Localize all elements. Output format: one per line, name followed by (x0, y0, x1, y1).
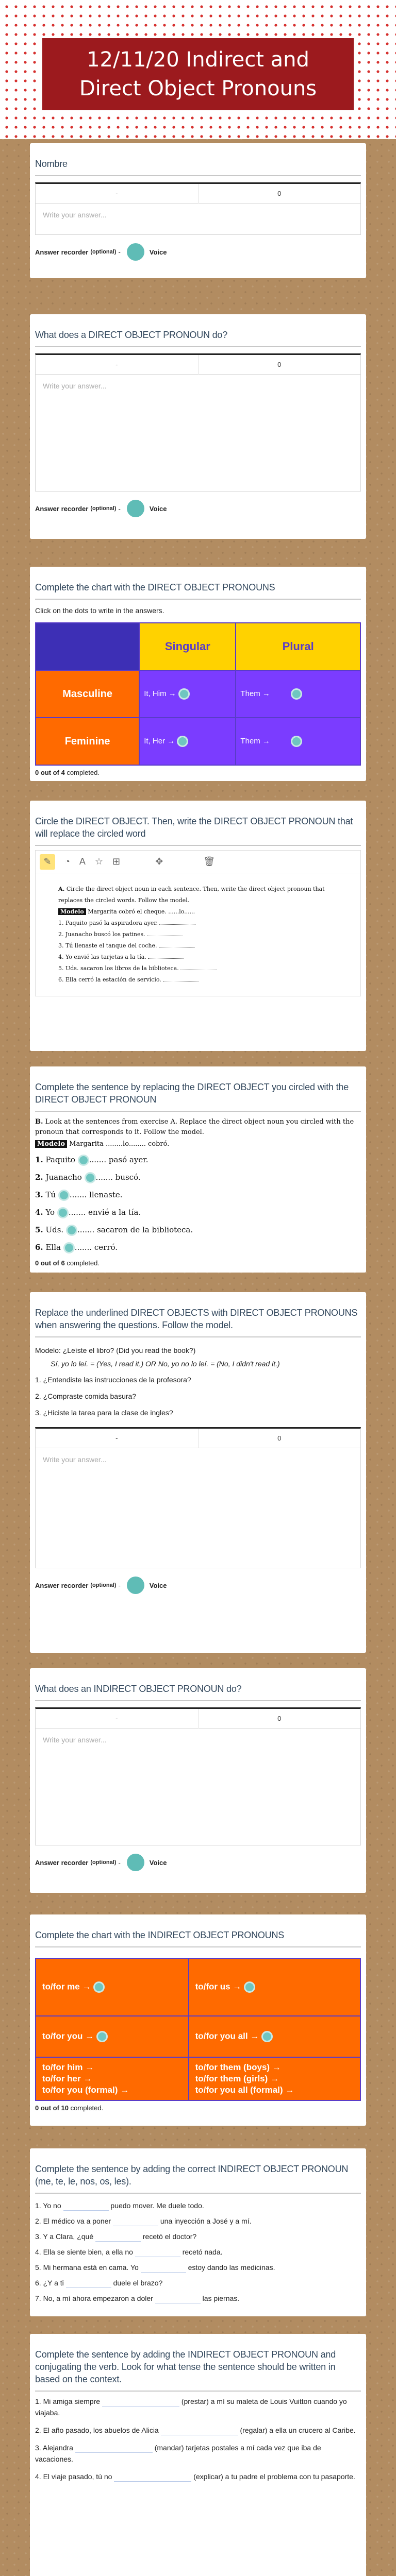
adding-item (35, 2213, 361, 2229)
replace-item: 1. Paquito ....... pasó ayer. (35, 1151, 361, 1168)
item-post: recetó nada. (182, 2248, 223, 2256)
prompt-circle: Circle the DIRECT OBJECT. Then, write the DIRECT OBJECT PRONOUN that will replace the circled word (35, 816, 353, 839)
answer-editor[interactable] (35, 1707, 361, 1845)
completed-word: completed. (70, 2104, 104, 2112)
section-nombre (30, 143, 366, 278)
answer-blank[interactable] (63, 2201, 109, 2211)
item-text: 1. Paquito pasó la aspiradora ayer. (58, 920, 158, 926)
cell-label: to/for you all → (195, 2031, 259, 2041)
recorder-dash: - (118, 504, 121, 513)
item-number: 4. (35, 1208, 43, 1217)
answer-dot[interactable] (261, 2031, 273, 2042)
answer-dot[interactable] (78, 1155, 89, 1166)
prompt-nombre: Nombre (35, 159, 68, 169)
drawing-toolbar (36, 851, 360, 873)
recorder-optional: (optional) (90, 505, 117, 512)
answer-dot[interactable] (291, 736, 302, 747)
answer-blank[interactable] (75, 2444, 153, 2453)
answer-input[interactable]: Write your answer... (43, 382, 107, 390)
color-icon[interactable]: ◔ (64, 856, 70, 867)
worksheet-content (36, 873, 360, 996)
item-pre: Yo (45, 1208, 55, 1217)
answer-recorder (30, 492, 366, 520)
answer-editor[interactable] (35, 1427, 361, 1568)
recorder-dash: - (118, 1858, 121, 1867)
editor-right[interactable]: 0 (277, 361, 282, 368)
editor-right[interactable]: 0 (277, 1434, 282, 1442)
section-underlined (30, 1292, 366, 1653)
voice-toggle[interactable] (127, 1577, 144, 1594)
conjugating-item (35, 2425, 361, 2436)
cell-to-them (189, 2057, 360, 2100)
replace-item: 3. Tú ....... llenaste. (35, 1186, 361, 1204)
item-post: llenaste. (89, 1190, 123, 1199)
voice-toggle[interactable] (127, 1854, 144, 1871)
modelo-text: Margarita ........lo........ cobró. (69, 1140, 170, 1148)
item-post: las piernas. (202, 2294, 240, 2302)
text-icon[interactable]: A (79, 856, 86, 867)
item-pre: 5. Mi hermana está en cama. Yo (35, 2263, 139, 2272)
worksheet-item (58, 974, 340, 986)
answer-blank[interactable] (161, 2426, 238, 2435)
recorder-label: Answer recorder (35, 504, 89, 513)
completed-word: completed. (67, 769, 100, 776)
recorder-optional: (optional) (90, 1859, 117, 1866)
editor-left[interactable]: - (116, 1434, 118, 1442)
item-pre: Tú (45, 1190, 56, 1199)
replace-heading (30, 1112, 366, 1138)
cell-to-you (36, 2016, 189, 2057)
voice-label: Voice (149, 248, 167, 256)
heading-letter: B. (35, 1118, 43, 1126)
item-pre: 2. El médico va a poner (35, 2217, 111, 2225)
pen-icon[interactable]: ✎ (40, 854, 55, 870)
item-text: 4. Yo envié las tarjetas a la tía. (58, 954, 146, 960)
adding-item (35, 2275, 361, 2291)
recorder-label: Answer recorder (35, 1858, 89, 1867)
answer-blank[interactable] (135, 2248, 180, 2257)
answer-dot[interactable] (58, 1190, 70, 1201)
item-post: duele el brazo? (113, 2279, 163, 2287)
cell-label: to/for you → (42, 2031, 94, 2041)
cell-fem-plural (236, 718, 360, 765)
section-replace (30, 1066, 366, 1273)
cell-label: to/for us → (195, 1981, 242, 1992)
editor-left[interactable]: - (116, 1715, 118, 1722)
editor-toolbar (36, 1429, 360, 1448)
answer-editor[interactable] (35, 353, 361, 492)
cell-masc-singular (139, 670, 236, 718)
cell-label: Them → (240, 689, 270, 698)
section-direct-chart (30, 567, 366, 781)
item-post: recetó el doctor? (142, 2232, 197, 2241)
item-pre: Ella (45, 1243, 61, 1252)
completion-status (30, 766, 366, 779)
answer-recorder (30, 1568, 366, 1597)
prompt-adding: Complete the sentence by adding the correct INDIRECT OBJECT PRONOUN (me, te, le, nos, os, les). (35, 2164, 349, 2187)
cell-to-him-her (36, 2057, 189, 2100)
cell-label: to/for them (boys) → to/for them (girls) → to/for you all (formal) → (195, 2062, 294, 2095)
item-number: 6. (35, 1243, 43, 1252)
item-pre: 1. Mi amiga siempre (35, 2397, 101, 2405)
conjugating-item (35, 2442, 361, 2465)
heading-text: Circle the direct object noun in each sentence. Then, write the direct object pronoun that replaces the circled words. Follow the model. (58, 886, 325, 904)
item-number: 2. (35, 1173, 43, 1182)
cell-masc-plural (236, 670, 360, 718)
modelo-text: Margarita cobró el cheque. ......lo...... (88, 908, 195, 915)
underlined-question: 1. ¿Entendiste las instrucciones de la profesora? (35, 1376, 191, 1384)
item-post: (prestar) a mí su maleta de Louis Vuitton cuando yo viajaba. (35, 2397, 347, 2417)
item-post: (regalar) a ella un crucero al Caribe. (240, 2426, 356, 2434)
prompt-chart1: Complete the chart with the DIRECT OBJECT PRONOUNS (35, 582, 275, 592)
answer-recorder (30, 235, 366, 264)
answer-dot[interactable] (57, 1207, 69, 1218)
answer-input[interactable]: Write your answer... (43, 1455, 107, 1464)
item-post: pasó ayer. (108, 1155, 148, 1164)
divider (35, 845, 361, 846)
item-pre: 2. El año pasado, los abuelos de Alicia (35, 2426, 159, 2434)
divider (35, 1700, 361, 1701)
section-indirect-chart (30, 1914, 366, 2126)
voice-label: Voice (149, 504, 167, 513)
completed-count: 0 out of 4 (35, 769, 65, 776)
divider (35, 1946, 361, 1947)
item-post: envié a la tía. (88, 1208, 141, 1217)
cell-to-you-all (189, 2016, 360, 2057)
cell-label: to/for me → (42, 1981, 91, 1992)
replace-model (30, 1138, 366, 1151)
adding-list (30, 2194, 366, 2306)
section-adding (30, 2148, 366, 2316)
item-pre: 7. No, a mí ahora empezaron a doler (35, 2294, 153, 2302)
answer-dot[interactable] (244, 1981, 255, 1993)
worksheet-item (58, 929, 340, 940)
section-indirect-question (30, 1668, 366, 1893)
item-number: 5. (35, 1225, 43, 1234)
cell-label: It, Her → (144, 736, 175, 745)
completed-word: completed. (67, 1259, 100, 1267)
indirect-pronoun-chart (35, 1958, 361, 2101)
answer-input[interactable]: Write your answer... (43, 1736, 107, 1744)
item-post: estoy dando las medicinas. (188, 2263, 275, 2272)
prompt-replace: Complete the sentence by replacing the DIRECT OBJECT you circled with the DIRECT OBJECT PRONOUN (35, 1082, 349, 1105)
cell-label: It, Him → (144, 689, 176, 698)
answer-dot[interactable] (96, 2031, 108, 2042)
editor-left[interactable]: - (116, 361, 118, 368)
answer-blank[interactable] (155, 2294, 201, 2303)
item-pre: 3. Alejandra (35, 2444, 73, 2452)
recorder-label: Answer recorder (35, 248, 89, 256)
item-number: 3. (35, 1190, 43, 1199)
conjugating-item (35, 2471, 361, 2482)
answer-dot[interactable] (93, 1981, 105, 1993)
direct-pronoun-chart (35, 622, 361, 766)
drawing-worksheet[interactable] (35, 850, 361, 996)
divider (35, 175, 361, 176)
answer-blank[interactable] (113, 2217, 158, 2226)
voice-label: Voice (149, 1581, 167, 1589)
answer-blank[interactable] (66, 2279, 111, 2288)
heading-text: Look at the sentences from exercise A. Replace the direct object noun you circled with the pronoun that corresponds to it. Follow the model. (35, 1118, 354, 1136)
editor-toolbar (36, 1709, 360, 1728)
recorder-optional: (optional) (90, 1582, 117, 1588)
divider (35, 346, 361, 347)
answer-dot[interactable] (178, 688, 190, 700)
item-post: (explicar) a tu padre el problema con tu pasaporte. (193, 2472, 355, 2481)
cell-to-us (189, 1958, 360, 2016)
item-post: cerró. (94, 1243, 118, 1252)
worksheet-model (58, 906, 340, 918)
cell-to-me (36, 1958, 189, 2016)
underlined-model-answer: Sí, yo lo leí. = (Yes, I read it.) OR No, yo no lo leí. = (No, I didn't read it.) (51, 1360, 280, 1368)
item-pre: 4. Ella se siente bien, a ella no (35, 2248, 133, 2256)
trash-icon[interactable]: 🗑 (203, 856, 216, 867)
item-post: una inyección a José y a mí. (160, 2217, 252, 2225)
modelo-label: Modelo (35, 1140, 67, 1148)
chart1-instruction: Click on the dots to write in the answers. (35, 606, 164, 615)
editor-right[interactable]: 0 (277, 190, 282, 197)
item-pre: 4. El viaje pasado, tú no (35, 2472, 112, 2481)
completed-count: 0 out of 10 (35, 2104, 69, 2112)
item-pre: 1. Yo no (35, 2201, 61, 2210)
worksheet-item (58, 952, 340, 963)
adding-item (35, 2244, 361, 2260)
cell-label: Them → (240, 736, 270, 745)
item-blank (159, 924, 195, 925)
editor-left[interactable]: - (116, 190, 118, 197)
image-icon[interactable]: ⊞ (112, 856, 121, 867)
section-direct-question (30, 314, 366, 539)
item-blank (148, 958, 184, 959)
voice-label: Voice (149, 1858, 167, 1867)
editor-toolbar (36, 184, 360, 204)
voice-toggle[interactable] (127, 500, 144, 517)
answer-blank[interactable] (141, 2263, 186, 2273)
replace-item: 5. Uds. ....... sacaron de la biblioteca. (35, 1221, 361, 1239)
editor-right[interactable]: 0 (277, 1715, 282, 1722)
worksheet-item (58, 918, 340, 929)
worksheet-item (58, 940, 340, 952)
item-post: sacaron de la biblioteca. (97, 1225, 193, 1234)
answer-recorder (30, 1845, 366, 1874)
replace-item: 6. Ella ....... cerró. (35, 1239, 361, 1256)
section-circle (30, 801, 366, 1051)
answer-dot[interactable] (85, 1172, 96, 1183)
page-title: 12/11/20 Indirect and Direct Object Pronouns (42, 38, 354, 110)
answer-dot[interactable] (291, 688, 302, 700)
editor-toolbar (36, 355, 360, 375)
move-icon[interactable]: ✥ (155, 856, 163, 867)
header-singular: Singular (139, 623, 236, 670)
item-text: 5. Uds. sacaron los libros de la biblioteca. (58, 965, 179, 972)
item-pre: Juanacho (45, 1173, 82, 1182)
recorder-optional: (optional) (90, 249, 117, 255)
replace-list (30, 1151, 366, 1256)
underlined-model: Modelo: ¿Leíste el libro? (Did you read the book?) (35, 1346, 196, 1354)
item-pre: Paquito (45, 1155, 75, 1164)
worksheet-heading (58, 884, 340, 906)
item-post: (mandar) tarjetas postales a mí cada vez que iba de vacaciones. (35, 2444, 321, 2463)
worksheet-item (58, 963, 340, 974)
header-plural: Plural (236, 623, 360, 670)
star-icon[interactable]: ☆ (94, 856, 104, 867)
answer-dot[interactable] (177, 736, 188, 747)
adding-item (35, 2260, 361, 2275)
recorder-label: Answer recorder (35, 1581, 89, 1589)
adding-item (35, 2198, 361, 2213)
item-number: 1. (35, 1155, 43, 1164)
recorder-dash: - (118, 248, 121, 256)
voice-toggle[interactable] (127, 243, 144, 261)
prompt-underlined: Replace the underlined DIRECT OBJECTS with DIRECT OBJECT PRONOUNS when answering the questions. Follow the model. (35, 1308, 358, 1330)
adding-item (35, 2291, 361, 2306)
prompt-conjugating: Complete the sentence by adding the INDIRECT OBJECT PRONOUN and conjugating the verb. Look for what tense the sentence should be written in based on the context. (35, 2349, 336, 2384)
prompt-direct: What does a DIRECT OBJECT PRONOUN do? (35, 330, 228, 340)
chart-corner (36, 623, 139, 670)
heading-letter: A. (58, 886, 65, 892)
completion-status (30, 1256, 366, 1270)
prompt-chart2: Complete the chart with the INDIRECT OBJECT PRONOUNS (35, 1930, 285, 1940)
row-masculine: Masculine (36, 670, 139, 718)
replace-item: 4. Yo ....... envié a la tía. (35, 1204, 361, 1221)
item-text: 3. Tú llenaste el tanque del coche. (58, 942, 157, 949)
adding-item (35, 2229, 361, 2244)
modelo-label: Modelo (58, 908, 86, 915)
cell-label: to/for him → to/for her → to/for you (formal) → (42, 2062, 129, 2095)
answer-input[interactable]: Write your answer... (43, 211, 107, 219)
row-feminine: Feminine (36, 718, 139, 765)
item-pre: Uds. (45, 1225, 64, 1234)
answer-blank[interactable] (114, 2472, 191, 2482)
item-post: buscó. (115, 1173, 141, 1182)
completion-status (30, 2101, 366, 2115)
item-pre: 3. Y a Clara, ¿qué (35, 2232, 94, 2241)
answer-dot[interactable] (66, 1225, 77, 1236)
recorder-dash: - (118, 1581, 121, 1589)
conjugating-item (35, 2396, 361, 2418)
section-conjugating (30, 2334, 366, 2576)
conjugating-list (30, 2392, 366, 2482)
cell-fem-singular (139, 718, 236, 765)
underlined-question: 2. ¿Compraste comida basura? (35, 1392, 137, 1400)
answer-blank[interactable] (95, 2232, 141, 2242)
item-text: 2. Juanacho buscó los patines. (58, 931, 145, 938)
answer-editor[interactable] (35, 182, 361, 235)
item-pre: 6. ¿Y a ti (35, 2279, 64, 2287)
item-post: puedo mover. Me duele todo. (110, 2201, 204, 2210)
item-text: 6. Ella cerró la estación de servicio. (58, 976, 161, 983)
completed-count: 0 out of 6 (35, 1259, 65, 1267)
replace-item: 2. Juanacho ....... buscó. (35, 1168, 361, 1186)
underlined-question: 3. ¿Hiciste la tarea para la clase de ingles? (35, 1409, 173, 1417)
prompt-indirect: What does an INDIRECT OBJECT PRONOUN do? (35, 1684, 242, 1694)
answer-dot[interactable] (63, 1242, 75, 1253)
answer-blank[interactable] (102, 2397, 179, 2406)
